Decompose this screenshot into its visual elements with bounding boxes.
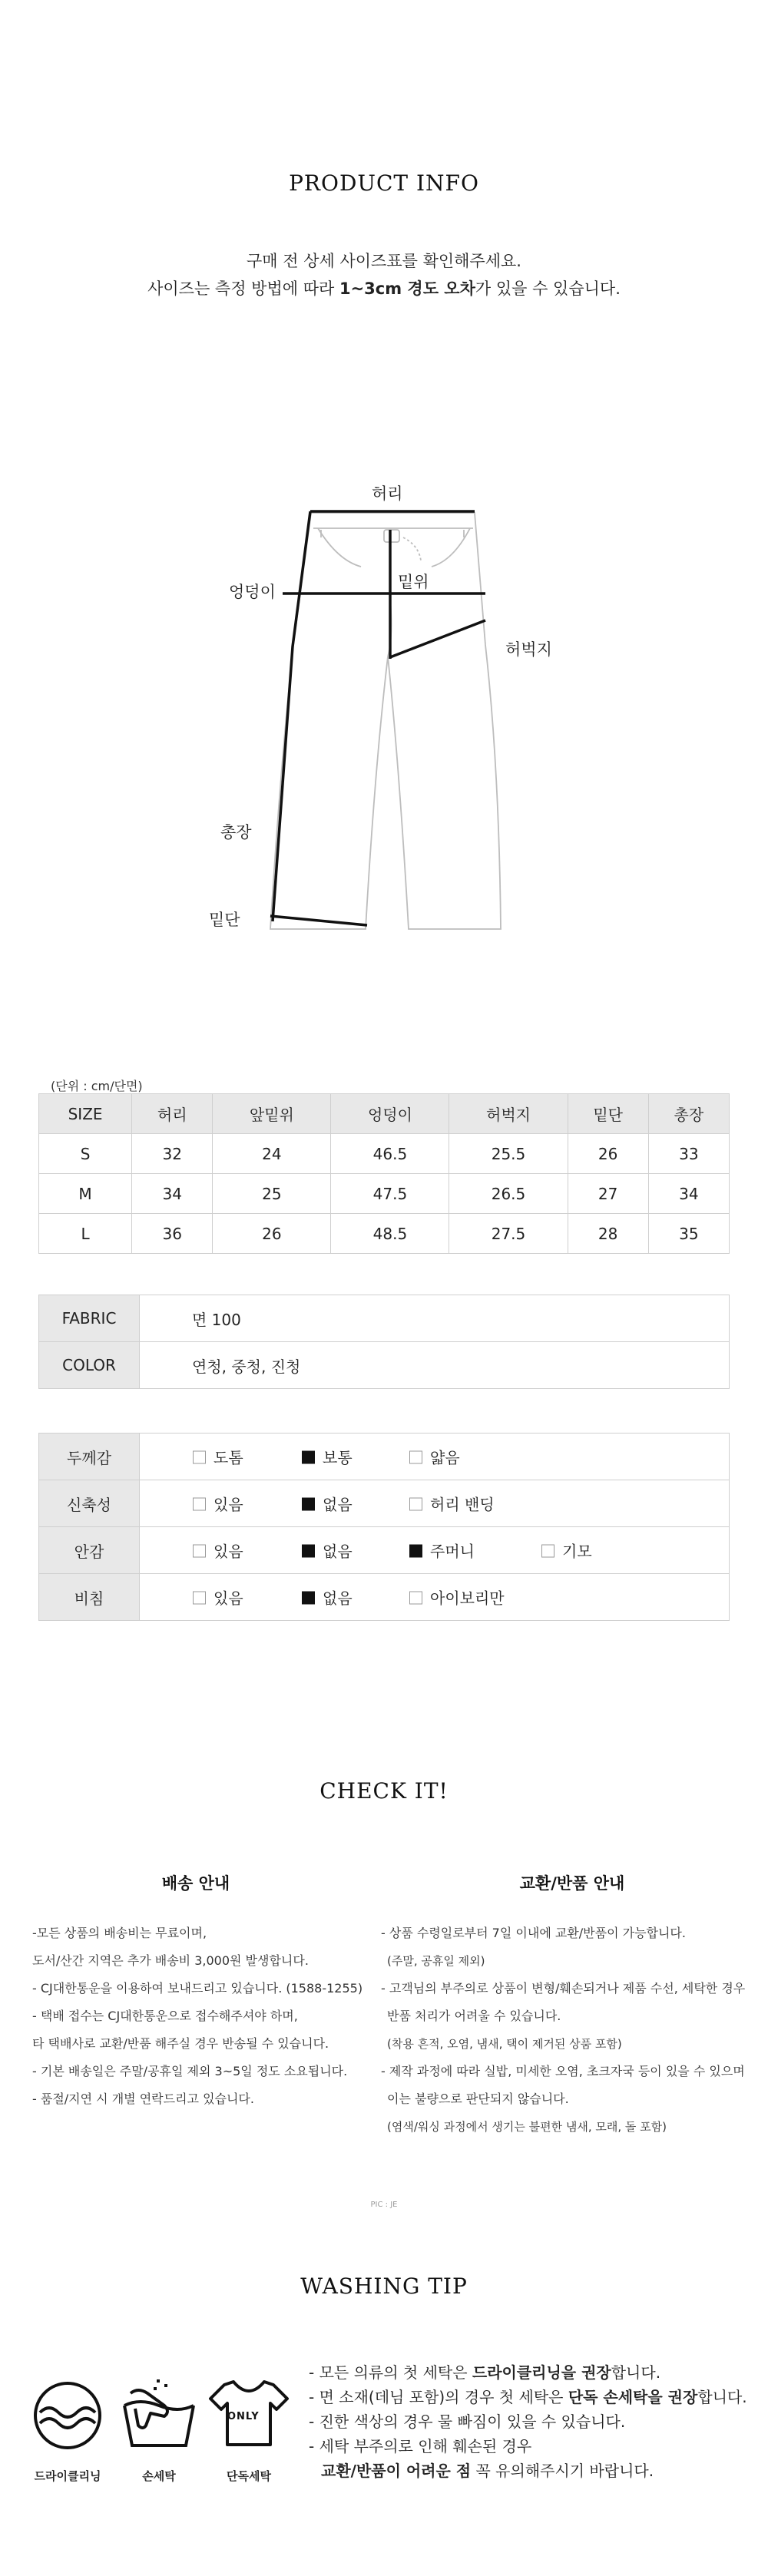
- size-notice-line-2: 사이즈는 측정 방법에 따라 1~3cm 경도 오차가 있을 수 있습니다.: [147, 279, 621, 298]
- table-row: [39, 1174, 730, 1214]
- table-cell: 36: [132, 1214, 213, 1254]
- washing-line-3: - 진한 색상의 경우 물 빠짐이 있을 수 있습니다.: [309, 2412, 626, 2431]
- pants-measurement-diagram: [0, 461, 768, 952]
- checkbox-checked: [302, 1451, 315, 1464]
- checkbox-checked: [302, 1498, 315, 1511]
- shipping-info: [32, 1920, 362, 2113]
- option-yes: 있음: [193, 1586, 243, 1609]
- exchange-line: 반품 처리가 어려울 수 있습니다.: [387, 2009, 561, 2023]
- checkbox-empty: [193, 1498, 206, 1511]
- unit-note: (단위 : cm/단면): [51, 1079, 143, 1093]
- option-no: 없음: [302, 1539, 353, 1562]
- table-cell: 27.5: [449, 1214, 568, 1254]
- checkbox-empty: [409, 1592, 422, 1605]
- table-cell: 26: [213, 1214, 331, 1254]
- label-hip: 엉덩이: [229, 583, 276, 601]
- checkbox-empty: [409, 1451, 422, 1464]
- header-length: 총장: [648, 1094, 729, 1134]
- checkbox-empty: [193, 1545, 206, 1558]
- checkbox-checked: [409, 1545, 422, 1558]
- feature-label: 두께감: [39, 1433, 140, 1480]
- shipping-line: - CJ대한통운을 이용하여 보내드리고 있습니다. (1588-1255): [32, 1981, 363, 1996]
- header-thigh: 허벅지: [449, 1094, 568, 1134]
- label-length: 총장: [220, 823, 252, 842]
- checkbox-empty: [541, 1545, 554, 1558]
- table-cell: S: [39, 1134, 132, 1174]
- product-info-title: PRODUCT INFO: [289, 170, 479, 196]
- feature-label: 비침: [39, 1574, 140, 1621]
- checkbox-checked: [302, 1592, 315, 1605]
- table-row: [39, 1134, 730, 1174]
- fabric-color-table: [38, 1295, 730, 1389]
- header-size: SIZE: [39, 1094, 132, 1134]
- washing-line-2: - 면 소재(데님 포함)의 경우 첫 세탁은 단독 손세탁을 권장합니다.: [309, 2388, 747, 2406]
- feature-label: 안감: [39, 1527, 140, 1574]
- label-waist: 허리: [372, 484, 403, 503]
- table-cell: 25: [213, 1174, 331, 1214]
- shipping-line: -모든 상품의 배송비는 무료이며,: [32, 1926, 207, 1940]
- option-waist-banding: 허리 밴딩: [409, 1493, 495, 1515]
- table-cell: 47.5: [331, 1174, 449, 1214]
- table-cell: M: [39, 1174, 132, 1214]
- table-cell: 35: [648, 1214, 729, 1254]
- option-thick: 도톰: [193, 1446, 243, 1468]
- table-cell: 34: [648, 1174, 729, 1214]
- size-notice-line-1: 구매 전 상세 사이즈표를 확인해주세요.: [247, 252, 521, 270]
- size-chart-table: [38, 1093, 730, 1254]
- shipping-line: - 기본 배송일은 주말/공휴일 제외 3~5일 정도 소요됩니다.: [32, 2064, 348, 2078]
- shipping-title: 배송 안내: [161, 1874, 230, 1893]
- label-thigh: 허벅지: [505, 640, 552, 659]
- checkbox-empty: [409, 1498, 422, 1511]
- hand-wash-icon: [117, 2375, 201, 2452]
- shipping-line: - 품절/지연 시 개별 연락드리고 있습니다.: [32, 2092, 254, 2106]
- feature-row-thickness: [39, 1433, 730, 1480]
- header-front-rise: 앞밑위: [213, 1094, 331, 1134]
- shipping-line: 타 택배사로 교환/반품 해주실 경우 반송될 수 있습니다.: [32, 2036, 329, 2051]
- option-yes: 있음: [193, 1539, 243, 1562]
- only-badge: ONLY: [227, 2411, 260, 2422]
- table-cell: 28: [568, 1214, 648, 1254]
- exchange-line: (주말, 공휴일 제외): [387, 1954, 485, 1968]
- photo-credit: PIC : JE: [370, 2201, 398, 2209]
- washing-line-4: - 세탁 부주의로 인해 훼손된 경우: [309, 2437, 532, 2455]
- exchange-info: [381, 1920, 745, 2141]
- option-ivory-only: 아이보리만: [409, 1586, 505, 1609]
- exchange-line: (염색/워싱 과정에서 생기는 불편한 냄새, 모래, 돌 포함): [387, 2120, 667, 2134]
- color-label: COLOR: [39, 1342, 140, 1389]
- table-cell: 25.5: [449, 1134, 568, 1174]
- table-cell: 33: [648, 1134, 729, 1174]
- measurement-lines: [270, 511, 485, 925]
- table-cell: 48.5: [331, 1214, 449, 1254]
- exchange-line: 이는 불량으로 판단되지 않습니다.: [387, 2092, 569, 2106]
- option-thin: 얇음: [409, 1446, 460, 1468]
- fabric-row: [39, 1295, 730, 1342]
- feature-label: 신축성: [39, 1480, 140, 1527]
- header-hip: 엉덩이: [331, 1094, 449, 1134]
- feature-row-sheerness: [39, 1574, 730, 1621]
- header-waist: 허리: [132, 1094, 213, 1134]
- fabric-value: 면 100: [140, 1295, 730, 1342]
- color-row: [39, 1342, 730, 1389]
- table-cell: 26.5: [449, 1174, 568, 1214]
- dry-clean-icon: [31, 2379, 104, 2452]
- table-cell: 32: [132, 1134, 213, 1174]
- option-pocket: 주머니: [409, 1539, 475, 1562]
- table-cell: 27: [568, 1174, 648, 1214]
- table-cell: 34: [132, 1174, 213, 1214]
- color-value: 연청, 중청, 진청: [140, 1342, 730, 1389]
- table-cell: L: [39, 1214, 132, 1254]
- dry-clean-label: 드라이클리닝: [34, 2469, 101, 2483]
- exchange-line: - 고객님의 부주의로 상품이 변형/훼손되거나 제품 수선, 세탁한 경우: [381, 1981, 746, 1996]
- wash-separately-label: 단독세탁: [227, 2469, 271, 2483]
- fabric-label: FABRIC: [39, 1295, 140, 1342]
- option-yes: 있음: [193, 1493, 243, 1515]
- exchange-line: (착용 흔적, 오염, 냄새, 택이 제거된 상품 포함): [387, 2037, 622, 2051]
- feature-row-lining: [39, 1527, 730, 1574]
- washing-line-5: 교환/반품이 어려운 점 꼭 유의해주시기 바랍니다.: [321, 2462, 654, 2480]
- option-no: 없음: [302, 1586, 353, 1609]
- option-normal: 보통: [302, 1446, 353, 1468]
- table-row: [39, 1214, 730, 1254]
- header-hem: 밑단: [568, 1094, 648, 1134]
- checkbox-empty: [193, 1451, 206, 1464]
- pants-outline: [270, 513, 501, 929]
- hand-wash-label: 손세탁: [142, 2469, 176, 2483]
- table-cell: 46.5: [331, 1134, 449, 1174]
- label-hem: 밑단: [209, 911, 240, 929]
- feature-row-stretch: [39, 1480, 730, 1527]
- washing-line-1: - 모든 의류의 첫 세탁은 드라이클리닝을 권장합니다.: [309, 2363, 661, 2382]
- checkbox-checked: [302, 1545, 315, 1558]
- check-it-title: CHECK IT!: [319, 1778, 449, 1804]
- exchange-line: - 상품 수령일로부터 7일 이내에 교환/반품이 가능합니다.: [381, 1926, 686, 1940]
- size-chart-header: [39, 1094, 730, 1134]
- option-fleece: 기모: [541, 1539, 592, 1562]
- washing-instructions: [309, 2360, 747, 2483]
- option-no: 없음: [302, 1493, 353, 1515]
- shipping-line: 도서/산간 지역은 추가 배송비 3,000원 발생합니다.: [32, 1953, 309, 1968]
- checkbox-empty: [193, 1592, 206, 1605]
- table-cell: 24: [213, 1134, 331, 1174]
- size-notice: [0, 247, 768, 303]
- exchange-line: - 제작 과정에 따라 실밥, 미세한 오염, 초크자국 등이 있을 수 있으며: [381, 2064, 745, 2078]
- exchange-title: 교환/반품 안내: [519, 1874, 625, 1893]
- feature-table: [38, 1433, 730, 1621]
- shipping-line: - 택배 접수는 CJ대한통운으로 접수해주셔야 하며,: [32, 2009, 298, 2023]
- table-cell: 26: [568, 1134, 648, 1174]
- label-rise: 밑위: [398, 573, 429, 591]
- washing-tip-title: WASHING TIP: [300, 2273, 468, 2299]
- size-tolerance-highlight: 1~3cm 경도 오차: [339, 279, 475, 298]
